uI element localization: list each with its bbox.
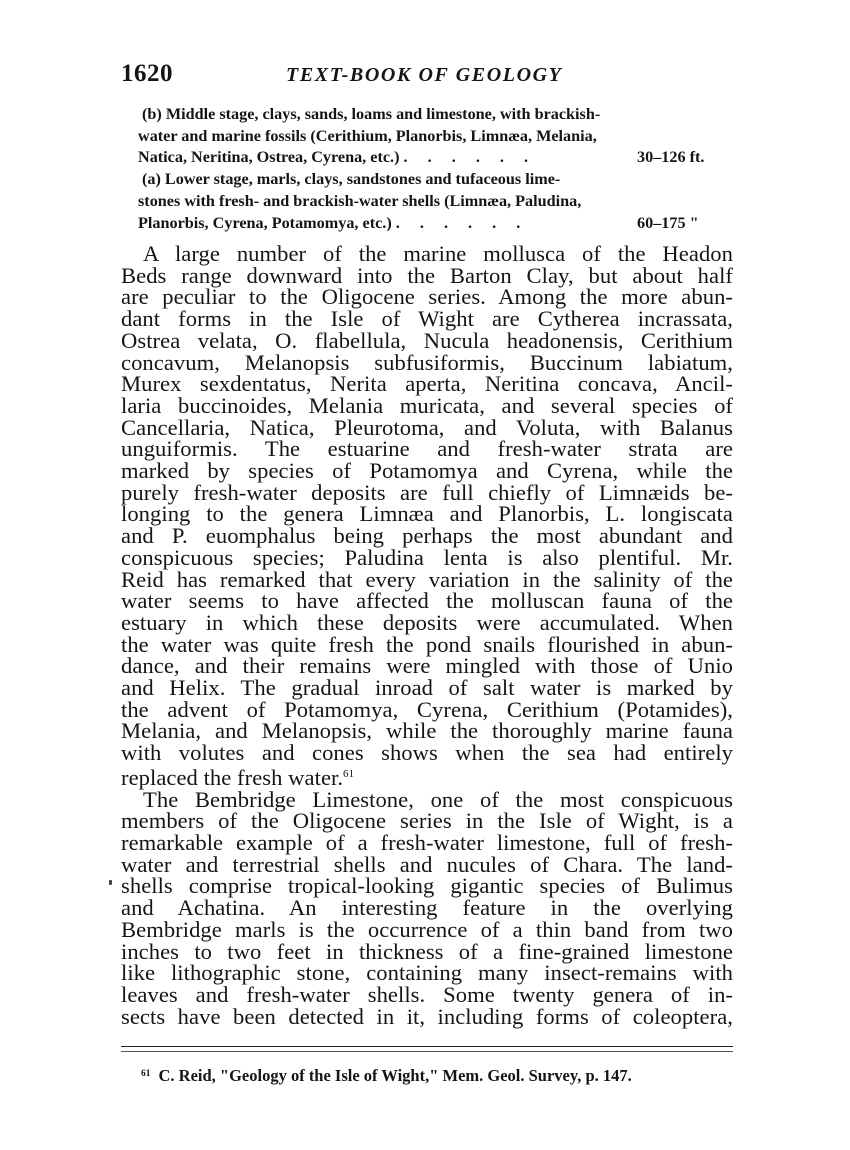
- running-title: TEXT-BOOK OF GEOLOGY: [286, 64, 563, 86]
- text-line: dance, and their remains were mingled with those of Unio: [121, 653, 733, 679]
- text-line: like lithographic stone, containing many insect-remains with: [121, 960, 733, 986]
- footnote-rule-thin: [121, 1051, 733, 1052]
- strata-list: [138, 104, 733, 234]
- stratum-line: stones with fresh- and brackish-water shells (Limnæa, Paludina,: [138, 191, 582, 210]
- stratum-line: Planorbis, Cyrena, Potamomya, etc.): [138, 213, 392, 232]
- stratum-thickness: 60–175 ": [637, 213, 699, 232]
- text-line: conspicuous species; Paludina lenta is also plentiful. Mr.: [121, 544, 733, 570]
- footnote: [141, 1066, 733, 1086]
- text-line: remarkable example of a fresh-water limestone, full of fresh-: [121, 829, 733, 855]
- leader-dots: . . . . . .: [403, 148, 537, 167]
- text-line: sects have been detected in it, including forms of coleoptera,: [121, 1003, 733, 1029]
- text-line: concavum, Melanopsis subfusiformis, Buccinum labiatum,: [121, 349, 733, 375]
- margin-mark: [109, 880, 112, 885]
- stratum-thickness-row: [138, 147, 733, 169]
- footnote-rule: [121, 1046, 733, 1047]
- text-line: and Achatina. An interesting feature in the overlying: [121, 895, 733, 921]
- text-line: A large number of the marine mollusca of the Headon: [143, 241, 733, 266]
- stratum-thickness: 30–126 ft.: [637, 148, 705, 167]
- paragraph-headon-mollusca: [121, 243, 733, 789]
- text-line: the advent of Potamomya, Cyrena, Cerithium (Potamides),: [121, 696, 733, 722]
- text-line: the water was quite fresh the pond snails flourished in abun-: [121, 631, 733, 657]
- footnote-mark: 61: [141, 1069, 151, 1079]
- text-line: shells comprise tropical-looking gigantic species of Bulimus: [121, 873, 733, 899]
- body-text: [121, 243, 733, 1027]
- text-line: unguiformis. The estuarine and fresh-water strata are: [121, 436, 733, 462]
- text-line: marked by species of Potamomya and Cyrena, while the: [121, 458, 733, 484]
- page-header: [121, 60, 733, 94]
- text-line: inches to two feet in thickness of a fine-grained limestone: [121, 938, 733, 964]
- text-line: Reid has remarked that every variation in the salinity of the: [121, 566, 733, 592]
- stratum-thickness-row: [138, 213, 733, 235]
- text-line: Murex sexdentatus, Nerita aperta, Neritina concava, Ancil-: [121, 371, 733, 397]
- text-line: are peculiar to the Oligocene series. Among the more abun-: [121, 284, 733, 310]
- text-line: leaves and fresh-water shells. Some twenty genera of in-: [121, 981, 733, 1007]
- stratum-lower-stage: [138, 169, 733, 234]
- text-line: [121, 764, 733, 789]
- text-line: water and terrestrial shells and nucules of Chara. The land-: [121, 851, 733, 877]
- text-line: The Bembridge Limestone, one of the most conspicuous: [143, 786, 733, 812]
- text-line: and P. euomphalus being perhaps the most abundant and: [121, 523, 733, 549]
- text-line: purely fresh-water deposits are full chiefly of Limnæids be-: [121, 479, 733, 505]
- stratum-line: Natica, Neritina, Ostrea, Cyrena, etc.): [138, 148, 400, 167]
- paragraph-bembridge-limestone: [121, 786, 733, 1029]
- text-line: Bembridge marls is the occurrence of a thin band from two: [121, 916, 733, 942]
- footnote-text: C. Reid, "Geology of the Isle of Wight," Mem. Geol. Survey, p. 147.: [158, 1066, 632, 1085]
- text-line: Cancellaria, Natica, Pleurotoma, and Voluta, with Balanus: [121, 414, 733, 440]
- stratum-line: (b) Middle stage, clays, sands, loams and limestone, with brackish-: [142, 105, 601, 123]
- leader-dots: . . . . . .: [395, 213, 529, 232]
- footnote-reference: 61: [343, 767, 355, 780]
- text-line: Melania, and Melanopsis, while the thoroughly marine fauna: [121, 718, 733, 744]
- text-line-content: replaced the fresh water.: [121, 764, 344, 790]
- text-line: and Helix. The gradual inroad of salt water is marked by: [121, 675, 733, 701]
- text-line: estuary in which these deposits were accumulated. When: [121, 609, 733, 635]
- stratum-middle-stage: [138, 104, 733, 169]
- text-line: longing to the genera Limnæa and Planorbis, L. longiscata: [121, 501, 733, 527]
- text-line: laria buccinoides, Melania muricata, and several species of: [121, 392, 733, 418]
- text-line: dant forms in the Isle of Wight are Cytherea incrassata,: [121, 306, 733, 332]
- text-line: Beds range downward into the Barton Clay, but about half: [121, 262, 733, 288]
- text-line: water seems to have affected the molluscan fauna of the: [121, 588, 733, 614]
- text-line: with volutes and cones shows when the sea had entirely: [121, 740, 733, 766]
- text-line: Ostrea velata, O. flabellula, Nucula headonensis, Cerithium: [121, 327, 733, 353]
- stratum-line: (a) Lower stage, marls, clays, sandstones and tufaceous lime-: [142, 170, 561, 189]
- text-line: members of the Oligocene series in the Isle of Wight, is a: [121, 808, 733, 834]
- stratum-line: water and marine fossils (Cerithium, Planorbis, Limnæa, Melania,: [138, 126, 597, 145]
- page-number: 1620: [121, 60, 173, 87]
